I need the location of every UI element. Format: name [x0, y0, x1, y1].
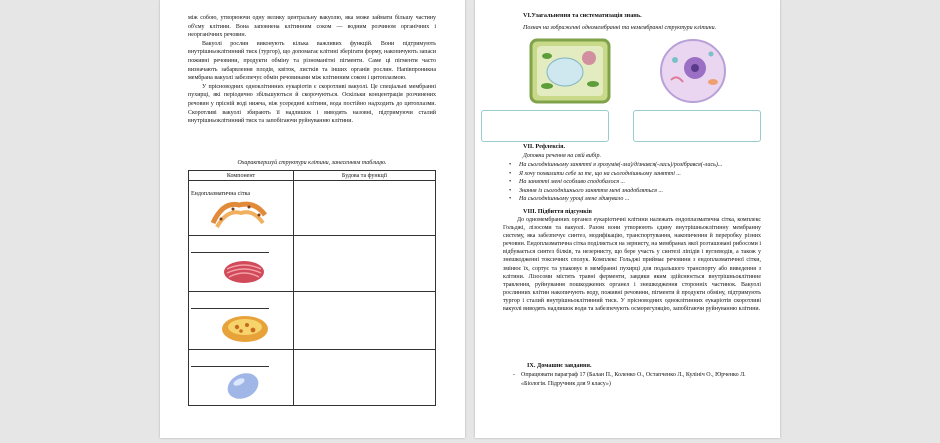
- section8-title: VIII. Підбиття підсумків: [523, 208, 592, 215]
- page-left: [160, 0, 465, 438]
- section6-task: Познач на зображенні одномембранні та немембранні структури клітини.: [523, 25, 717, 31]
- table-row: [189, 350, 436, 406]
- para-vacuole: Вакуолі рослин виконують кілька важливих функцій. Вони підтримують внутрішньоклітинний тиск (тургор), що допомагає клітині зберігати форму, накопичують запаси поживні речовини, продукти обміну та різноманітні пігменти. Саме ці пігменти часто визначають забарвлення плодів, квіток, листків та інших органів рослин. Напівпроникна мембрана вакуолі забезпечує обмін речовинами між клітинним соком і цитоплазмою.: [188, 40, 436, 82]
- answer-box-left[interactable]: [481, 110, 609, 142]
- reflection-item: • Знання із сьогоднішнього заняття мені знадобляться ...: [519, 187, 763, 196]
- table-row: [189, 181, 436, 236]
- lysosome-image: [219, 313, 271, 345]
- page-right: [475, 0, 780, 438]
- para-protists: У прісноводних одноклітинних еукаріотів є скоротливі вакуолі. Це спеціальні мембранні пухирці, які періодично збільшуються й скорочуються. Оскільки концентрація розчинених речовин у прісній воді нижча, ніж усередині клітини, вода постійно надходить до цитоплазми. Скоротливі вакуолі збирають її надлишок і виводять назовні, підтримуючи сталий внутрішньоклітинний тиск та запобігаючи руйнуванню клітини.: [188, 83, 436, 125]
- answer-box-right[interactable]: [633, 110, 761, 142]
- plant-cell-image: [527, 36, 613, 106]
- para-intro: між собою, утворюючи одну велику центральну вакуолю, яка може займати більшу частину об'єму клітини. Вона заповнена клітинним соком — водним розчином органічних і неорганічних речовин.: [188, 15, 436, 39]
- table-header-component: Компонент: [189, 171, 294, 181]
- homework-text: [521, 371, 761, 388]
- er-label: Ендоплазматична сітка: [191, 191, 251, 197]
- table-row: [189, 292, 436, 350]
- section6-title: VI.Узагальнення та систематизація знань.: [523, 12, 642, 19]
- reflection-item: • На сьогоднішньому занятті я зрозумів(-зла)/дізнався(-лась)/розібрався(-лась)...: [519, 161, 763, 170]
- animal-cell-image: [657, 36, 729, 106]
- section7-task: Доповни речення на свій вибір.: [523, 153, 601, 159]
- components-table: [188, 170, 436, 406]
- golgi-apparatus-image: [221, 257, 267, 287]
- table-header-function: Будова та функції: [294, 171, 436, 181]
- reflection-list: [505, 161, 763, 204]
- section9-title: IX. Домашнє завдання.: [527, 362, 592, 369]
- homework-item: - Опрацювати параграф 17 (Балан П., Коленко О., Остапченко Л., Кулініч О., Юрченко Л. «Біологія. Підручник для 9 класу»): [521, 372, 746, 387]
- section7-title: VII. Рефлексія.: [523, 143, 566, 150]
- vacuole-image: [223, 371, 263, 401]
- reflection-item: • На занятті мені особливо сподобалося ...: [519, 178, 763, 187]
- summary-text: До одномембранних органел еукаріотичні клітини належать ендоплазматична сітка, комплекс Гольджі, лізосоми та вакуолі. Разом вони утворюють єдину внутрішньоклітинну мембранну систему, яка забезпечує синтез, модифікацію, транспортування, накопичення й переробку різних речовин. Ендоплазматична сітка поділяється на зернисту, на мембранах якої розташовані рибосоми і відбувається синтез білків, та незернисту, що бере участь у синтезі ліпідів і вуглеводів, а також у знешкодженні токсичних сполук. Комплекс Гольджі приймає речовини з ендоплазматичної сітки, змінює їх, сортує та упаковує в мембранні пухирці для подальшого транспорту або виведення з клітини. Лізосоми містять травні ферменти, завдяки яким здійснюється внутрішньоклітинне травлення, руйнування пошкоджених органел і знешкодження сторонніх частинок. Вакуолі рослинних клітин накопичують воду, поживні речовини, пігменти й продукти обміну, підтримують тургор і сталий внутрішньоклітинний тиск. У прісноводних одноклітинних еукаріотів скоротливі вакуолі виводять надлишок води та забезпечують осморегуляцію, запобігаючи руйнуванню клітини.: [503, 217, 761, 313]
- blank-answer-line: [191, 360, 269, 367]
- reflection-item: • На сьогоднішньому уроці мене здивувало ...: [519, 195, 763, 204]
- blank-answer-line: [191, 246, 269, 253]
- blank-answer-line: [191, 302, 269, 309]
- table-caption: Охарактеризуй структури клітини, занесенням таблицю.: [237, 160, 387, 166]
- table-row: [189, 236, 436, 292]
- reflection-item: • Я хочу похвалити себе за те, що на сьогоднішньому занятті ...: [519, 170, 763, 179]
- endoplasmic-reticulum-image: [209, 197, 269, 231]
- left-text-block: [188, 14, 436, 126]
